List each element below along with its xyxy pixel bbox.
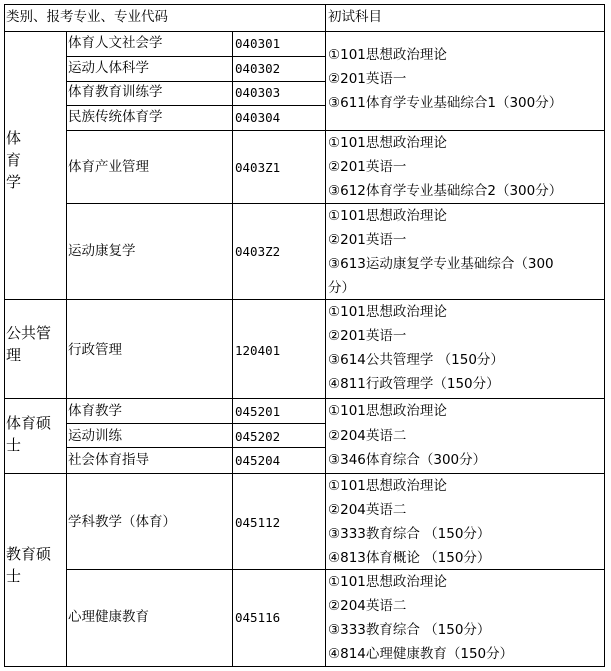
major-name: 社会体育指导 bbox=[68, 452, 149, 468]
subject-line: ②204英语二 bbox=[328, 502, 407, 518]
table-rule bbox=[66, 569, 604, 570]
subject-line: ①101思想政治理论 bbox=[328, 135, 447, 151]
major-code: 120401 bbox=[235, 343, 281, 358]
major-code: 040303 bbox=[235, 85, 281, 100]
subject-line: ②201英语一 bbox=[328, 159, 407, 175]
category-sports-master: 体育硕士 bbox=[6, 414, 52, 454]
table-column-rule bbox=[232, 31, 233, 667]
header-category-major-code: 类别、报考专业、专业代码 bbox=[6, 9, 168, 25]
subject-line: ④811行政管理学（150分） bbox=[328, 376, 500, 392]
major-code: 045112 bbox=[235, 515, 281, 530]
table-rule bbox=[66, 56, 325, 57]
major-code: 045202 bbox=[235, 429, 281, 444]
table-rule bbox=[4, 473, 604, 474]
category-education-master: 教育硕士 bbox=[6, 545, 52, 585]
major-name: 体育教育训练学 bbox=[68, 84, 163, 100]
subject-line: 分） bbox=[328, 280, 355, 296]
major-code: 045116 bbox=[235, 610, 281, 625]
major-name: 运动训练 bbox=[68, 428, 122, 444]
subject-line: ④814心理健康教育（150分） bbox=[328, 646, 514, 662]
major-code: 045204 bbox=[235, 453, 281, 468]
table-rule bbox=[66, 423, 325, 424]
major-code: 040301 bbox=[235, 36, 281, 51]
table-rule bbox=[4, 398, 604, 399]
header-exam-subjects: 初试科目 bbox=[328, 9, 382, 25]
category-public-management: 公共管理 bbox=[6, 324, 52, 364]
major-code: 040302 bbox=[235, 61, 281, 76]
subject-line: ①101思想政治理论 bbox=[328, 574, 447, 590]
subject-line: ②204英语二 bbox=[328, 598, 407, 614]
major-name: 体育人文社会学 bbox=[68, 35, 163, 51]
table-border-right bbox=[604, 4, 605, 667]
table-column-rule bbox=[325, 4, 326, 667]
major-code: 0403Z1 bbox=[235, 160, 281, 175]
table-rule bbox=[4, 299, 604, 300]
major-name: 心理健康教育 bbox=[68, 609, 149, 625]
major-code: 040304 bbox=[235, 110, 281, 125]
table-rule bbox=[66, 105, 325, 106]
subject-line: ③346体育综合（300分） bbox=[328, 452, 487, 468]
table-border-top bbox=[4, 4, 604, 5]
subject-line: ①101思想政治理论 bbox=[328, 403, 447, 419]
subject-line: ②204英语二 bbox=[328, 428, 407, 444]
major-name: 运动人体科学 bbox=[68, 60, 149, 76]
subject-line: ②201英语一 bbox=[328, 328, 407, 344]
table-rule bbox=[4, 31, 604, 32]
subject-line: ②201英语一 bbox=[328, 71, 407, 87]
major-name: 民族传统体育学 bbox=[68, 109, 163, 125]
major-name: 体育产业管理 bbox=[68, 159, 149, 175]
major-name: 行政管理 bbox=[68, 342, 122, 358]
subject-line: ③333教育综合 （150分） bbox=[328, 526, 491, 542]
subject-line: ①101思想政治理论 bbox=[328, 208, 447, 224]
subject-line: ③612体育学专业基础综合2（300分） bbox=[328, 183, 563, 199]
table-border-bottom bbox=[4, 666, 604, 667]
table-column-rule bbox=[66, 31, 67, 667]
subject-line: ③614公共管理学 （150分） bbox=[328, 352, 504, 368]
table-rule bbox=[66, 447, 325, 448]
subject-line: ③333教育综合 （150分） bbox=[328, 622, 491, 638]
table-border-left bbox=[4, 4, 5, 667]
category-sports-science: 体育学 bbox=[6, 129, 22, 191]
subject-line: ③611体育学专业基础综合1（300分） bbox=[328, 95, 563, 111]
subject-line: ④813体育概论 （150分） bbox=[328, 550, 491, 566]
subject-line: ①101思想政治理论 bbox=[328, 304, 447, 320]
major-code: 0403Z2 bbox=[235, 244, 281, 259]
table-rule bbox=[66, 203, 604, 204]
major-name: 运动康复学 bbox=[68, 243, 136, 259]
subject-line: ③613运动康复学专业基础综合（300 bbox=[328, 256, 554, 272]
subject-line: ②201英语一 bbox=[328, 232, 407, 248]
subject-line: ①101思想政治理论 bbox=[328, 47, 447, 63]
major-code: 045201 bbox=[235, 404, 281, 419]
major-name: 学科教学（体育） bbox=[68, 514, 176, 530]
table-rule bbox=[66, 130, 604, 131]
subject-line: ①101思想政治理论 bbox=[328, 478, 447, 494]
major-name: 体育教学 bbox=[68, 403, 122, 419]
table-rule bbox=[66, 81, 325, 82]
